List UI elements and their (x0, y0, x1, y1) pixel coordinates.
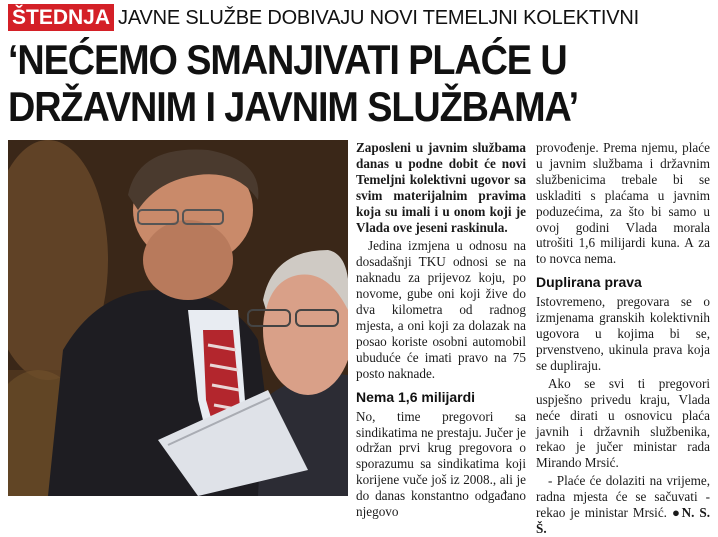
headline-line-2: DRŽAVNIM I JAVNIM SLUŽBAMA’ (8, 83, 579, 130)
kicker-row (8, 4, 710, 34)
article-quote: - Plaće će dolaziti na vrijeme, radna mjesta će se sačuvati - rekao je ministar Mrsić. (536, 473, 710, 521)
subheading: Nema 1,6 milijardi (356, 388, 476, 405)
article-paragraph: Jedina izmjena u odnosu na dosadašnji TKU odnosi se na naknadu za prijevoz koju, po novome, gube oni koji žive do dva kilometra od radnog mjesta, a oni koji za dolazak na posao koriste osobni automobil ubuduće će imati pravo na 75 posto naknade. (356, 238, 526, 381)
article-paragraph: provođenje. Prema njemu, plaće u javnim službama i državnim službenicima trebale bi se uskladiti s plaćama u javnim poduzećima, za što bi samo u ovoj godini Vlada morala utrošiti 1,6 milijardi kuna. A za to novca nema. (536, 140, 710, 267)
headline (8, 36, 640, 130)
kicker-text: JAVNE SLUŽBE DOBIVAJU NOVI TEMELJNI KOLEKTIVNI (118, 7, 639, 29)
headline-line-1: ‘NEĆEMO SMANJIVATI PLAĆE U (8, 36, 567, 83)
section-tag: ŠTEDNJA (8, 4, 114, 31)
news-photo (8, 140, 348, 496)
article-paragraph: Istovremeno, pregovara se o izmjenama granskih kolektivnih ugovora u kojima bi se, prvenstveno, ukinula prava koja se dupliraju. (536, 294, 710, 373)
article-column-1 (356, 140, 526, 520)
subheading: Duplirana prava (536, 274, 642, 291)
article-column-2 (536, 140, 710, 537)
article-paragraph: Ako se svi ti pregovori uspješno privedu kraju, Vlada neće dirati u osnovicu plaća javnih i državnih službenika, rekao je jučer ministar rada Mirando Mrsić. (536, 375, 710, 471)
article-paragraph (536, 473, 710, 537)
author-signature: ●N. S. Š. (536, 505, 711, 536)
article-paragraph: No, time pregovori sa sindikatima ne prestaju. Jučer je održan prvi krug pregovora o sporazumu sa sindikatima koji korijene vuče još iz 2008., ali je do danas konstantno odgađano njegovo (356, 408, 526, 520)
article-lead: Zaposleni u javnim službama danas u podne dobit će novi Temeljni kolektivni ugovor sa svim materijalnim pravima koja su imali i u onom koji je Vlada ove jeseni raskinula. (356, 140, 526, 235)
photo-icon (8, 140, 348, 496)
